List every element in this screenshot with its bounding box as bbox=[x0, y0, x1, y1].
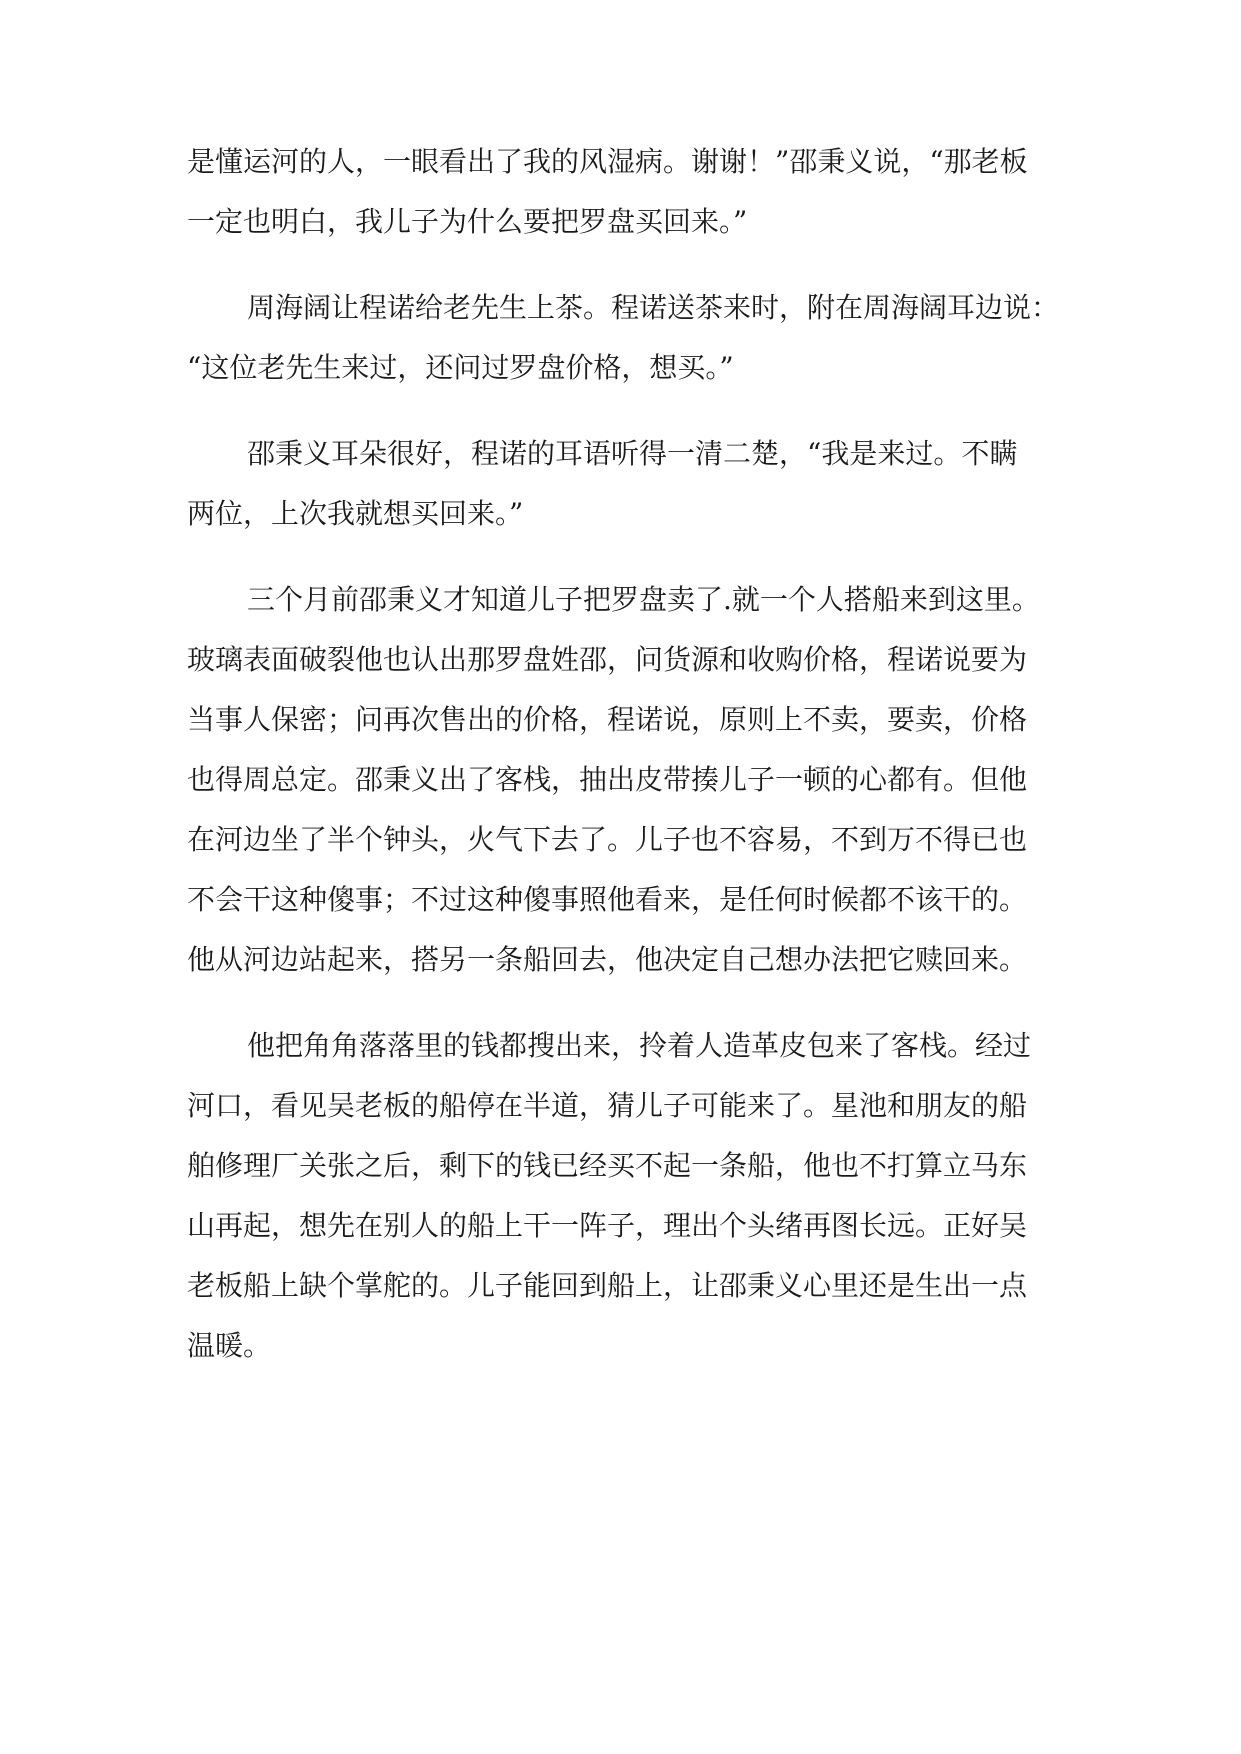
paragraph-line: 在河边坐了半个钟头，火气下去了。儿子也不容易，不到万不得已也 bbox=[187, 823, 1028, 856]
paragraph-line: “这位老先生来过，还问过罗盘价格，想买。” bbox=[187, 351, 734, 384]
paragraph-line: 一定也明白，我儿子为什么要把罗盘买回来。” bbox=[187, 205, 748, 238]
paragraph-line: 舶修理厂关张之后，剩下的钱已经买不起一条船，他也不打算立马东 bbox=[187, 1149, 1028, 1182]
paragraph-line: 三个月前邵秉义才知道儿子把罗盘卖了.就一个人搭船来到这里。 bbox=[247, 583, 1040, 616]
paragraph-line: 温暖。 bbox=[187, 1329, 272, 1362]
paragraph-line: 玻璃表面破裂他也认出那罗盘姓邵，问货源和收购价格，程诺说要为 bbox=[187, 643, 1028, 676]
paragraph-line: 当事人保密；问再次售出的价格，程诺说，原则上不卖，要卖，价格 bbox=[187, 703, 1028, 736]
paragraph-line: 他从河边站起来，搭另一条船回去，他决定自己想办法把它赎回来。 bbox=[187, 943, 1028, 976]
paragraph-line: 他把角角落落里的钱都搜出来，拎着人造革皮包来了客栈。经过 bbox=[247, 1029, 1032, 1062]
paragraph-line: 周海阔让程诺给老先生上茶。程诺送茶来时，附在周海阔耳边说： bbox=[247, 291, 1060, 324]
paragraph-line: 邵秉义耳朵很好，程诺的耳语听得一清二楚，“我是来过。不瞒 bbox=[247, 437, 1018, 470]
paragraph-line: 河口，看见吴老板的船停在半道，猜儿子可能来了。星池和朋友的船 bbox=[187, 1089, 1028, 1122]
paragraph-line: 山再起，想先在别人的船上干一阵子，理出个头绪再图长远。正好吴 bbox=[187, 1209, 1028, 1242]
paragraph-line: 不会干这种傻事；不过这种傻事照他看来，是任何时候都不该干的。 bbox=[187, 883, 1028, 916]
paragraph-line: 是懂运河的人，一眼看出了我的风湿病。谢谢！”邵秉义说，“那老板 bbox=[187, 145, 1028, 178]
paragraph-line: 也得周总定。邵秉义出了客栈，抽出皮带揍儿子一顿的心都有。但他 bbox=[187, 763, 1028, 796]
paragraph-line: 两位，上次我就想买回来。” bbox=[187, 497, 524, 530]
paragraph-line: 老板船上缺个掌舵的。儿子能回到船上，让邵秉义心里还是生出一点 bbox=[187, 1269, 1028, 1302]
